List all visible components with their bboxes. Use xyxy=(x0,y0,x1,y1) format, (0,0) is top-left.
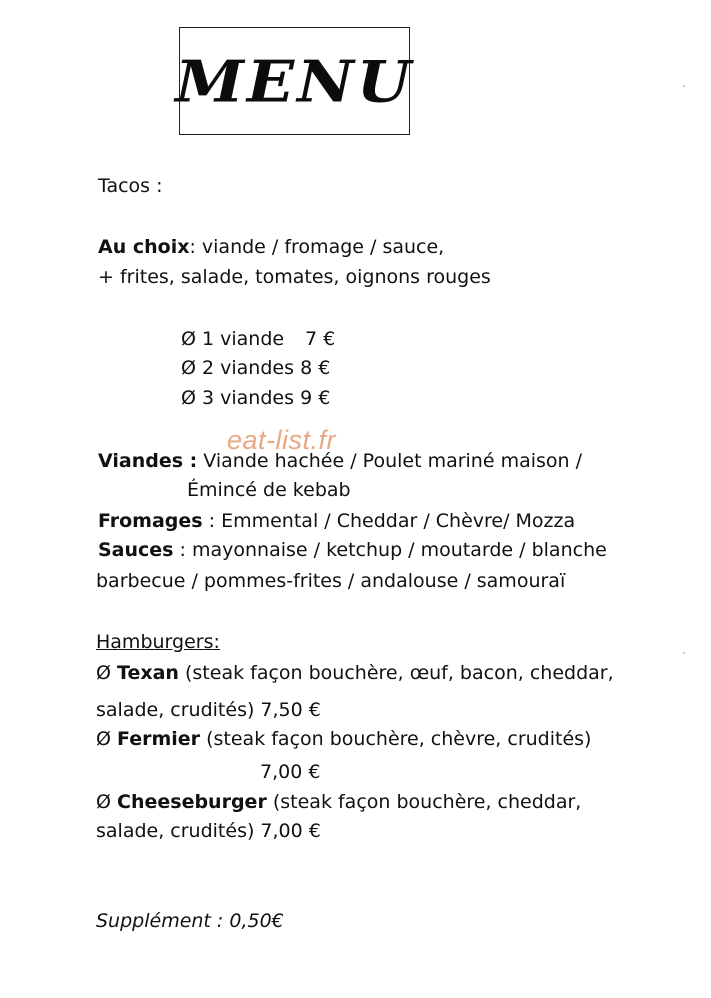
burger-name: Fermier xyxy=(117,728,201,750)
watermark-text: eat-list.fr xyxy=(227,425,337,455)
bullet-icon: Ø xyxy=(181,357,196,379)
hamburgers-heading: Hamburgers: xyxy=(96,631,220,653)
bullet-icon: Ø xyxy=(181,387,196,409)
option-price: 9 € xyxy=(300,387,331,409)
sauces-line-2: barbecue / pommes-frites / andalouse / samouraï xyxy=(96,570,566,592)
burger-desc: (steak façon bouchère, œuf, bacon, cheddar, xyxy=(185,662,614,684)
fromages-text: : Emmental / Cheddar / Chèvre/ Mozza xyxy=(208,510,576,532)
burger-name: Texan xyxy=(117,662,179,684)
au-choix-line-2: + frites, salade, tomates, oignons rouges xyxy=(98,266,491,288)
menu-title: MENU xyxy=(175,47,414,115)
option-price: 8 € xyxy=(300,357,331,379)
burger-item xyxy=(96,662,614,684)
viandes-line-2: Émincé de kebab xyxy=(187,479,351,501)
au-choix-line xyxy=(98,236,444,258)
sauces-label: Sauces xyxy=(98,539,174,561)
bullet-icon: Ø xyxy=(96,662,111,684)
tacos-option xyxy=(181,387,330,409)
burger-desc-line-2: salade, crudités) 7,50 € xyxy=(96,699,321,721)
scan-speck xyxy=(683,85,685,87)
viandes-text: Viande hachée / Poulet mariné maison / xyxy=(203,450,583,472)
sauces-line xyxy=(98,539,607,561)
tacos-option xyxy=(181,328,336,350)
option-text: 2 viandes xyxy=(202,357,295,379)
fromages-line xyxy=(98,510,575,532)
menu-title-box xyxy=(175,27,414,135)
supplement-text: Supplément : 0,50€ xyxy=(96,910,284,932)
fromages-label: Fromages xyxy=(98,510,203,532)
burger-price: 7,00 € xyxy=(260,761,321,783)
option-text: 1 viande xyxy=(202,328,285,350)
bullet-icon: Ø xyxy=(96,791,111,813)
burger-desc: (steak façon bouchère, chèvre, crudités) xyxy=(206,728,592,750)
au-choix-label: Au choix xyxy=(98,236,190,258)
tacos-heading: Tacos : xyxy=(98,175,163,197)
viandes-line xyxy=(98,450,582,472)
scan-speck xyxy=(683,652,685,654)
option-price: 7 € xyxy=(305,328,336,350)
viandes-label: Viandes : xyxy=(98,450,198,472)
burger-desc: (steak façon bouchère, cheddar, xyxy=(272,791,582,813)
tacos-option xyxy=(181,357,330,379)
bullet-icon: Ø xyxy=(96,728,111,750)
bullet-icon: Ø xyxy=(181,328,196,350)
option-text: 3 viandes xyxy=(202,387,295,409)
au-choix-text: : viande / fromage / sauce, xyxy=(189,236,445,258)
burger-name: Cheeseburger xyxy=(117,791,267,813)
burger-item xyxy=(96,728,591,750)
burger-desc-line-2: salade, crudités) 7,00 € xyxy=(96,820,321,842)
burger-item xyxy=(96,791,581,813)
sauces-text: : mayonnaise / ketchup / moutarde / blanche xyxy=(179,539,607,561)
